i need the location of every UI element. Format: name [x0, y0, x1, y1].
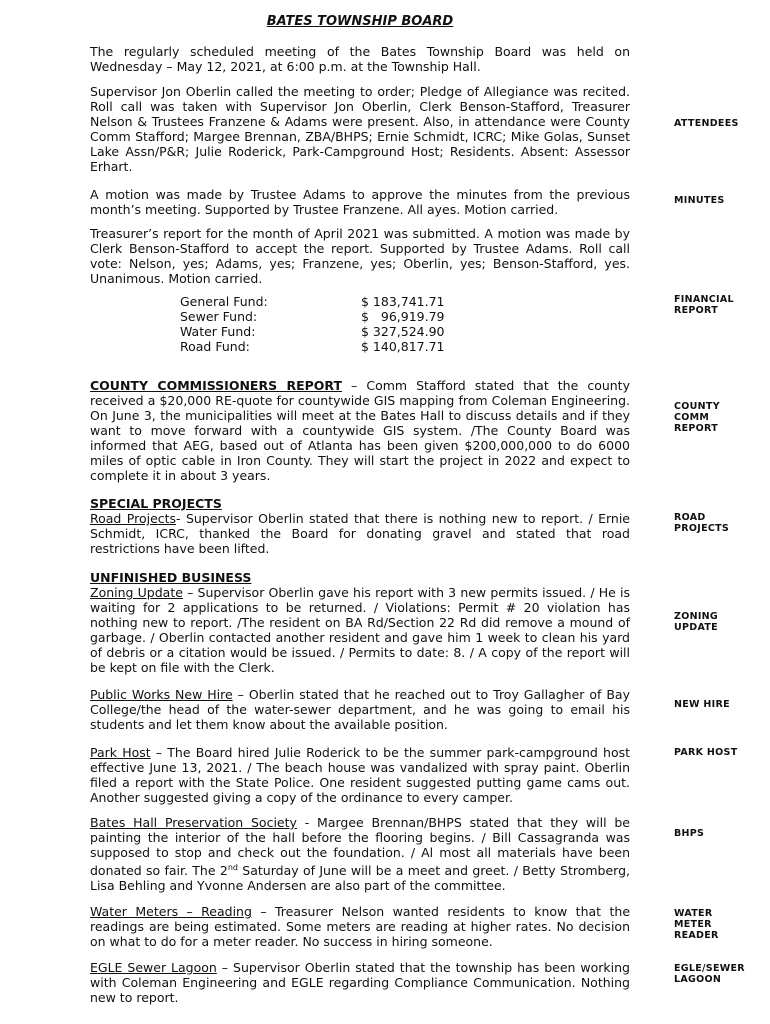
sidebar-label-park-host: PARK HOST — [674, 747, 738, 758]
egle-text: – Supervisor Oberlin stated that the township has been working with Coleman Engineering and EGLE regarding Compliance Communication. Nothing new to report. — [90, 960, 630, 1005]
attendees-paragraph: Supervisor Jon Oberlin called the meeting to order; Pledge of Allegiance was recited. Roll call was taken with Supervisor Jon Oberlin, Clerk Benson-Stafford, Treasurer Nelson & Trustees Franzene & Adams were present. Also, in attendance were County Comm Stafford; Margee Brennan, ZBA/BHPS; Ernie Schmidt, ICRC; Mike Golas, Sunset Lake Assn/P&R; Julie Roderick, Park-Campground Host; Residents. Absent: Assessor Erhart. — [90, 84, 630, 174]
zoning-update-subheading: Zoning Update — [90, 585, 183, 600]
egle-paragraph — [90, 960, 630, 1005]
water-meters-text: – Treasurer Nelson wanted residents to know that the readings are being estimated. Some meters are reading at higher rates. No decision on what to do for a meter reader. No success in hiring someone. — [90, 904, 631, 949]
sidebar-label-financial: FINANCIAL REPORT — [674, 294, 734, 316]
public-works-paragraph — [90, 687, 630, 732]
fund-value: $ 96,919.79 — [361, 309, 445, 324]
road-projects-text: - Supervisor Oberlin stated that there is nothing new to report. / Ernie Schmidt, ICRC, thanked the Board for donating gravel and stated that road restrictions have been lifted. — [90, 511, 630, 556]
water-meters-paragraph — [90, 904, 630, 949]
special-projects-heading: SPECIAL PROJECTS — [90, 496, 222, 511]
water-meters-subheading: Water Meters – Reading — [90, 904, 252, 919]
sidebar-label-minutes: MINUTES — [674, 195, 725, 206]
bhps-text-b: Saturday of June will be a meet and greet. / Betty Stromberg, Lisa Behling and Yvonne Andersen are also part of the committee. — [90, 863, 630, 894]
minutes-paragraph: A motion was made by Trustee Adams to approve the minutes from the previous month’s meeting. Supported by Trustee Franzene. All ayes. Motion carried. — [90, 187, 630, 217]
fund-label: Water Fund: — [180, 324, 256, 339]
sidebar-label-county: COUNTY COMM REPORT — [674, 401, 720, 434]
fund-label: General Fund: — [180, 294, 268, 309]
sidebar-label-road: ROAD PROJECTS — [674, 512, 730, 534]
sidebar-label-water: WATER METER READER — [674, 908, 719, 941]
sidebar-label-egle: EGLE/SEWER LAGOON — [674, 963, 745, 985]
public-works-subheading: Public Works New Hire — [90, 687, 233, 702]
sidebar-label-bhps: BHPS — [674, 828, 705, 839]
park-host-paragraph — [90, 745, 630, 805]
public-works-text: – Oberlin stated that he reached out to Troy Gallagher of Bay College/the head of the water-sewer department, and he was going to email his students and let them know about the available position. — [90, 687, 630, 732]
unfinished-business-section — [90, 570, 630, 675]
park-host-text: – The Board hired Julie Roderick to be the summer park-campground host effective June 13, 2021. / The beach house was vandalized with spray paint. Oberlin filed a report with the State Police. One resident suggested putting game cams out. Another suggested giving a copy of the ordinance to every camper. — [90, 745, 631, 805]
unfinished-business-heading: UNFINISHED BUSINESS — [90, 570, 252, 585]
special-projects-section — [90, 496, 630, 556]
county-report-paragraph — [90, 378, 630, 483]
bhps-superscript: nd — [227, 863, 238, 872]
document-title: BATES TOWNSHIP BOARD — [266, 14, 454, 29]
egle-subheading: EGLE Sewer Lagoon — [90, 960, 217, 975]
county-report-text: – Comm Stafford stated that the county received a $20,000 RE-quote for countywide GIS mapping from Coleman Engineering. On June 3, the municipalities will meet at the Bates Hall to discuss details and if they want to move forward with a countywide GIS system. /The County Board was informed that AEG, based out of Atlanta has been given $200,000,000 to do 6000 miles of optic cable in Iron County. They will start the project in 2022 and expect to complete it in about 3 years. — [90, 378, 630, 483]
sidebar-label-new-hire: NEW HIRE — [674, 699, 730, 710]
road-projects-subheading: Road Projects — [90, 511, 177, 526]
fund-label: Road Fund: — [180, 339, 250, 354]
sidebar-label-zoning: ZONING UPDATE — [674, 611, 718, 633]
fund-label: Sewer Fund: — [180, 309, 258, 324]
zoning-update-text: – Supervisor Oberlin gave his report with 3 new permits issued. / He is waiting for 2 applications to be returned. / Violations: Permit # 20 violation has nothing new to report. /The resident on BA Rd/Section 22 Rd did remove a mound of garbage. / Oberlin contacted another resident and gave him 1 week to clean his yard of debris or a citation would be issued. / Permits to date: 8. / A copy of the report will be kept on file with the Clerk. — [90, 585, 630, 675]
bhps-text-a: - Margee Brennan/BHPS stated that they will be painting the interior of the hall before the flooring begins. / Bill Cassagranda was supposed to stop and check out the foundation. / Al most all materials have been donated so fair. The 2 — [90, 815, 630, 879]
bhps-paragraph — [90, 815, 630, 893]
fund-value: $ 327,524.90 — [361, 324, 445, 339]
park-host-subheading: Park Host — [90, 745, 151, 760]
fund-value: $ 140,817.71 — [361, 339, 445, 354]
fund-value: $ 183,741.71 — [361, 294, 445, 309]
sidebar-label-attendees: ATTENDEES — [674, 118, 739, 129]
bhps-subheading: Bates Hall Preservation Society — [90, 815, 297, 830]
county-report-heading: COUNTY COMMISSIONERS REPORT — [90, 378, 343, 393]
treasurer-paragraph: Treasurer’s report for the month of April 2021 was submitted. A motion was made by Clerk Benson-Stafford to accept the report. Supported by Trustee Adams. Roll call vote: Nelson, yes; Adams, yes; Franzene, yes; Oberlin, yes; Benson-Stafford, yes. Unanimous. Motion carried. — [90, 226, 630, 286]
intro-paragraph: The regularly scheduled meeting of the Bates Township Board was held on Wednesday – May 12, 2021, at 6:00 p.m. at the Township Hall. — [90, 44, 630, 74]
